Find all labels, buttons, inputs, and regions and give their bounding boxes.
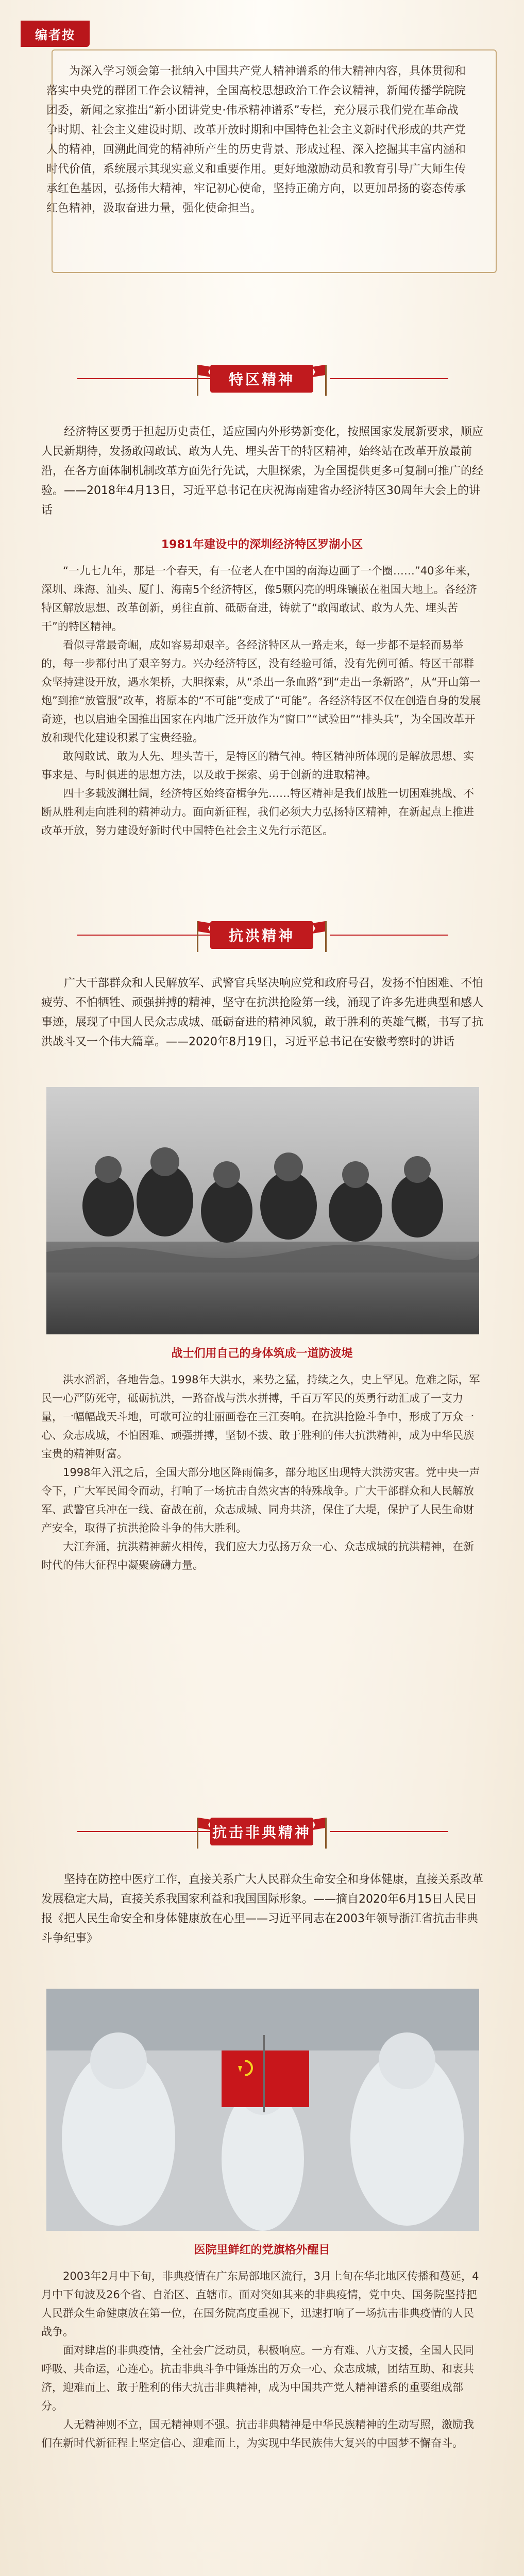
divider-line: [330, 935, 448, 936]
editor-note-tag: 编者按: [21, 21, 90, 47]
hospital-photo: [46, 1989, 479, 2231]
photo-caption: 医院里鲜红的党旗格外醒目: [194, 2244, 330, 2257]
section-header-tequ: [0, 361, 524, 397]
section-body: [41, 2267, 484, 2452]
section-quote: 广大干部群众和人民解放军、武警官兵坚决响应党和政府号召，发扬不怕困难、不怕疲劳、不怕牺牲、顽强拼搏的精神，坚守在抗洪抢险第一线，涌现了许多先进典型和感人事迹，展现了中国人民众志成城、砥砺奋进的精神风貌，敢于胜利的英雄气概，书写了抗洪战斗又一个伟大篇章。——2020年8月19日，习近平总书记在安徽考察时的讲话: [41, 977, 484, 1048]
flood-photo: [46, 1087, 479, 1334]
paragraph: 1998年入汛之后，全国大部分地区降雨偏多，部分地区出现特大洪涝灾害。党中央一声令下，广大军民闻令而动，打响了一场抗击自然灾害的特殊战争。广大干部群众和人民解放军、武警官兵冲在一线、奋战在前，众志成城、同舟共济，保住了大堤，保护了人民生命财产安全，取得了抗洪抢险斗争的伟大胜利。: [41, 1466, 480, 1534]
flag-icon: [311, 1814, 328, 1850]
section-header-feidian: [0, 1814, 524, 1850]
section-body: [41, 1370, 484, 1574]
divider-line: [330, 378, 448, 379]
paragraph: 四十多载波澜壮阔，经济特区始终奋楫争先……特区精神是我们战胜一切困难挑战、不断从胜利走向胜利的精神动力。面向新征程，我们必须大力弘扬特区精神，在新起点上推进改革开放，努力建设好新时代中国特色社会主义先行示范区。: [41, 787, 474, 837]
paragraph: 大江奔涌，抗洪精神薪火相传，我们应大力弘扬万众一心、众志成城的抗洪精神，在新时代的伟大征程中凝聚磅礴力量。: [41, 1540, 474, 1571]
flag-icon: [311, 917, 328, 953]
section-title: 抗洪精神: [210, 921, 313, 949]
paragraph: 人无精神则不立，国无精神则不强。抗击非典精神是中华民族精神的生动写照，激励我们在新时代新征程上坚定信心、迎难而上，为实现中华民族伟大复兴的中国梦不懈奋斗。: [41, 2418, 474, 2449]
paragraph: 面对肆虐的非典疫情，全社会广泛动员，积极响应。一方有难、八方支援，全国人民同呼吸、共命运，心连心。抗击非典斗争中锤炼出的万众一心、众志成城，团结互助、和衷共济，迎难而上、敢于胜利的伟大抗击非典精神，成为中国共产党人精神谱系的重要组成部分。: [41, 2344, 474, 2412]
section-title: 特区精神: [210, 365, 313, 393]
paragraph: 敢闯敢试、敢为人先、埋头苦干，是特区的精气神。特区精神所体现的是解放思想、实事求是、与时俱进的思想方法，以及敢于探索、勇于创新的进取精神。: [41, 750, 474, 781]
section-header-kanghong: [0, 917, 524, 953]
paragraph: 洪水滔滔，各地告急。1998年大洪水，来势之猛，持续之久，史上罕见。危难之际，军民一心严防死守，砥砺抗洪，一路奋战与洪水拼搏，千百万军民的英勇行动汇成了一支力量，一幅幅战天斗地，可歌可泣的壮丽画卷在三江奏响。在抗洪抢险斗争中，形成了万众一心、众志成城，不怕困难、顽强拼搏，坚韧不拔、敢于胜利的伟大抗洪精神，成为中华民族宝贵的精神财富。: [41, 1374, 480, 1460]
paragraph: 2003年2月中下旬，非典疫情在广东局部地区流行，3月上旬在华北地区传播和蔓延，4月中下旬波及26个省、自治区、直辖市。面对突如其来的非典疫情，党中央、国务院坚持把人民群众生命健康放在第一位，在国务院高度重视下，迅速打响了一场抗击非典疫情的人民战争。: [41, 2270, 479, 2338]
section-body: [41, 562, 484, 840]
divider-line: [330, 1831, 448, 1832]
flag-icon: [311, 361, 328, 397]
photo-caption: 1981年建设中的深圳经济特区罗湖小区: [161, 538, 363, 551]
editor-note-text: 为深入学习领会第一批纳入中国共产党人精神谱系的伟大精神内容，具体贯彻和落实中央党的群团工作会议精神，全国高校思想政治工作会议精神，新闻传播学院院团委，新闻之家推出“新小团讲党史·伟承精神谱系”专栏，充分展示我们党在革命战争时期、社会主义建设时期、改革开放时期和中国特色社会主义新时代形成的共产党人的精神，回溯此间党的精神所产生的历史背景、形成过程、深入挖掘其丰富内涵和时代价值，系统展示其现实意义和重要作用。更好地激励动员和教育引导广大师生传承红色基因，弘扬伟大精神，牢记初心使命，坚持正确方向，以更加昂扬的姿态传承红色精神，汲取奋进力量，强化使命担当。: [46, 65, 466, 215]
paragraph: “一九七九年，那是一个春天，有一位老人在中国的南海边画了一个圈……”40多年来，深圳、珠海、汕头、厦门、海南5个经济特区，像5颗闪亮的明珠镶嵌在祖国大地上。各经济特区解放思想、改革创新，勇往直前、砥砺奋进，铸就了“敢闯敢试、敢为人先、埋头苦干”的特区精神。: [41, 565, 478, 633]
section-quote: 经济特区要勇于担起历史责任，适应国内外形势新变化，按照国家发展新要求，顺应人民新期待，发扬敢闯敢试、敢为人先、埋头苦干的特区精神，始终站在改革开放最前沿，在各方面体制机制改革方面先行先试，大胆探索，为全国提供更多可复制可推广的经验。——2018年4月13日，习近平总书记在庆祝海南建省办经济特区30周年大会上的讲话: [41, 426, 484, 517]
paragraph: 看似寻常最奇崛，成如容易却艰辛。各经济特区从一路走来，每一步都不是轻而易举的，每一步都付出了艰辛努力。兴办经济特区，没有经验可循，没有先例可循。特区干部群众坚持建设开放，遇水架桥，大胆探索，从“杀出一条血路”到“走出一条新路”，从“开山第一炮”到推“放管服”改革，将原本的“不可能”变成了“可能”。各经济特区不仅在创造自身的发展奇迹，也以启迪全国推出国家在内地广泛开放作为“窗口”“试验田”“排头兵”，为全国改革开放和现代化建设积累了宝贵经验。: [41, 639, 481, 744]
photo-caption: 战士们用自己的身体筑成一道防波堤: [171, 1347, 353, 1360]
section-title: 抗击非典精神: [210, 1818, 313, 1845]
section-quote: 坚持在防控中医疗工作，直接关系广大人民群众生命安全和身体健康，直接关系改革发展稳定大局，直接关系我国家利益和我国国际形象。——摘自2020年6月15日人民日报《把人民生命安全和身体健康放在心里——习近平同志在2003年领导浙江省抗击非典斗争纪事》: [41, 1873, 484, 1945]
